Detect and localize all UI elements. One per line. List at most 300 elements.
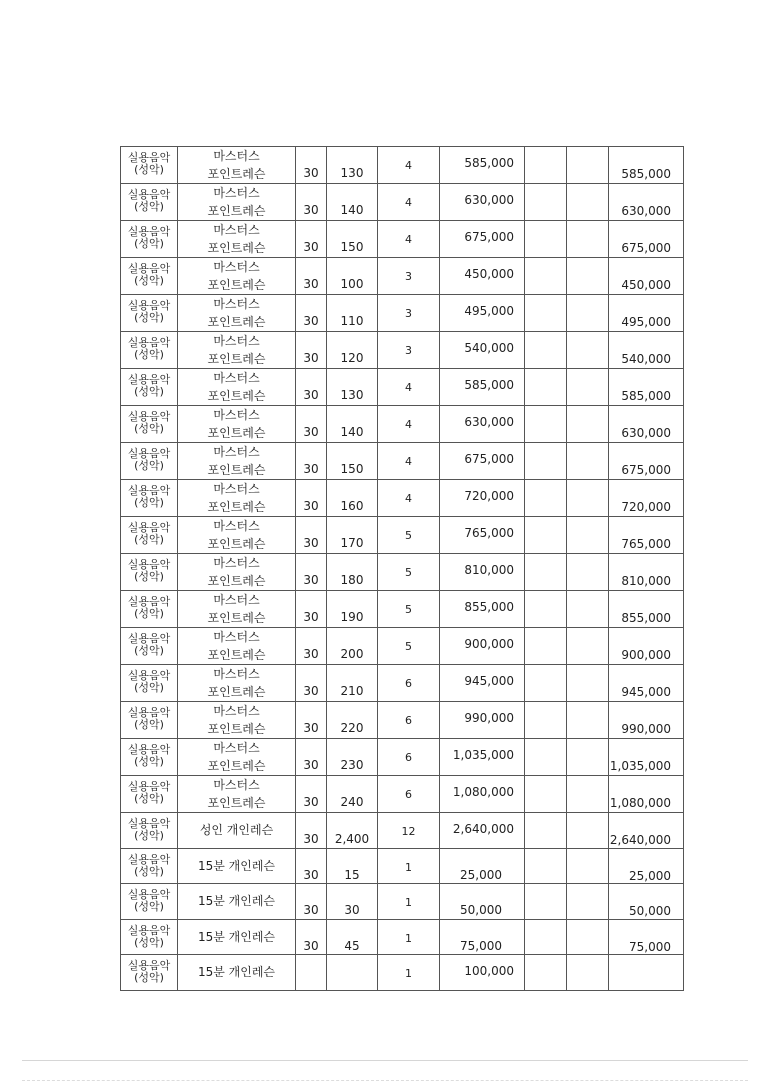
course-title-text: 포인트레슨 [207, 278, 266, 292]
minutes-value: 30 [303, 684, 319, 698]
blank-a-cell [525, 884, 567, 920]
blank-b-cell [567, 628, 609, 665]
course-title-cell [178, 480, 296, 517]
subject-cell [121, 884, 178, 920]
course-title-text: 마스터스 [213, 630, 260, 644]
duration-cell [327, 184, 378, 221]
price-cell [440, 443, 525, 480]
minutes-cell [296, 517, 327, 554]
blank-a-cell [525, 295, 567, 332]
price-cell [440, 665, 525, 702]
total-cell [609, 702, 684, 739]
course-title-text: 포인트레슨 [207, 315, 266, 329]
table-row [121, 184, 684, 221]
subject-text: 실용음악 [127, 410, 171, 423]
session-count-cell [378, 591, 440, 628]
subject-text: 실용음악 [127, 780, 171, 793]
session-count-value: 3 [405, 307, 412, 320]
minutes-cell [296, 776, 327, 813]
session-count-value: 4 [405, 196, 412, 209]
session-count-value: 4 [405, 233, 412, 246]
price-value: 450,000 [464, 267, 514, 281]
minutes-value: 30 [303, 166, 319, 180]
session-count-value: 5 [405, 640, 412, 653]
subject-cell [121, 406, 178, 443]
table-row [121, 591, 684, 628]
minutes-value: 30 [303, 277, 319, 291]
minutes-value: 30 [303, 388, 319, 402]
total-value: 495,000 [621, 315, 671, 329]
total-cell [609, 480, 684, 517]
session-count-cell [378, 628, 440, 665]
price-cell [440, 258, 525, 295]
minutes-value: 30 [303, 758, 319, 772]
duration-value: 220 [340, 721, 364, 735]
subject-text: 실용음악 [127, 595, 171, 608]
total-value: 1,080,000 [609, 796, 671, 810]
course-title-text: 포인트레슨 [207, 796, 266, 810]
total-value: 450,000 [621, 278, 671, 292]
subject-text: (성악) [134, 237, 164, 250]
session-count-cell [378, 884, 440, 920]
price-cell [440, 406, 525, 443]
price-cell [440, 332, 525, 369]
table-row [121, 406, 684, 443]
blank-b-cell [567, 517, 609, 554]
blank-a-cell [525, 955, 567, 991]
blank-a-cell [525, 848, 567, 884]
minutes-cell [296, 184, 327, 221]
duration-cell [327, 739, 378, 776]
total-value: 720,000 [621, 500, 671, 514]
blank-a-cell [525, 147, 567, 184]
subject-text: (성악) [134, 607, 164, 620]
total-cell [609, 813, 684, 849]
course-title-cell [178, 517, 296, 554]
minutes-value: 30 [303, 425, 319, 439]
minutes-cell [296, 554, 327, 591]
subject-text: (성악) [134, 900, 164, 914]
table-row [121, 702, 684, 739]
subject-cell [121, 369, 178, 406]
minutes-value: 30 [303, 647, 319, 661]
blank-a-cell [525, 221, 567, 258]
course-title-text: 포인트레슨 [207, 685, 266, 699]
blank-b-cell [567, 776, 609, 813]
price-value: 585,000 [464, 378, 514, 392]
duration-cell [327, 480, 378, 517]
subject-text: (성악) [134, 348, 164, 361]
subject-text: 실용음악 [127, 225, 171, 238]
price-value: 540,000 [464, 341, 514, 355]
total-value: 630,000 [621, 204, 671, 218]
duration-cell [327, 848, 378, 884]
minutes-value: 30 [303, 499, 319, 513]
session-count-value: 5 [405, 603, 412, 616]
table-row [121, 848, 684, 884]
session-count-cell [378, 221, 440, 258]
duration-value: 15 [344, 867, 360, 882]
total-value: 675,000 [621, 463, 671, 477]
subject-text: (성악) [134, 971, 164, 985]
price-cell [440, 813, 525, 849]
subject-text: 실용음악 [127, 706, 171, 719]
total-cell [609, 295, 684, 332]
course-title-text: 포인트레슨 [207, 204, 266, 218]
session-count-value: 6 [405, 714, 412, 727]
session-count-value: 1 [405, 967, 412, 981]
subject-text: 실용음악 [127, 262, 171, 275]
course-title-text: 15분 개인레슨 [197, 929, 276, 944]
subject-text: 실용음악 [127, 447, 171, 460]
course-title-text: 마스터스 [213, 223, 260, 237]
session-count-cell [378, 369, 440, 406]
price-value: 765,000 [464, 526, 514, 540]
table-row [121, 955, 684, 991]
duration-cell [327, 517, 378, 554]
total-value: 585,000 [621, 167, 671, 181]
total-cell [609, 919, 684, 955]
total-value: 900,000 [621, 648, 671, 662]
course-title-text: 마스터스 [213, 334, 260, 348]
total-value: 1,035,000 [609, 759, 671, 773]
course-title-text: 포인트레슨 [207, 352, 266, 366]
table-row [121, 295, 684, 332]
blank-b-cell [567, 184, 609, 221]
course-title-text: 포인트레슨 [207, 389, 266, 403]
session-count-value: 4 [405, 455, 412, 468]
subject-cell [121, 591, 178, 628]
subject-text: (성악) [134, 644, 164, 657]
course-title-text: 마스터스 [213, 297, 260, 311]
blank-a-cell [525, 702, 567, 739]
blank-b-cell [567, 369, 609, 406]
course-title-text: 포인트레슨 [207, 241, 266, 255]
subject-text: (성악) [134, 496, 164, 509]
subject-text: (성악) [134, 829, 164, 842]
total-value: 25,000 [629, 868, 671, 883]
table-row [121, 332, 684, 369]
subject-text: 실용음악 [127, 888, 171, 902]
course-title-text: 마스터스 [213, 741, 260, 755]
blank-a-cell [525, 665, 567, 702]
subject-cell [121, 739, 178, 776]
duration-value: 130 [340, 388, 364, 402]
duration-cell [327, 147, 378, 184]
session-count-cell [378, 443, 440, 480]
duration-cell [327, 813, 378, 849]
subject-text: 실용음악 [127, 852, 171, 866]
session-count-cell [378, 406, 440, 443]
session-count-value: 5 [405, 529, 412, 542]
minutes-value: 30 [303, 938, 319, 953]
duration-cell [327, 665, 378, 702]
blank-b-cell [567, 258, 609, 295]
subject-text: (성악) [134, 163, 164, 176]
minutes-cell [296, 848, 327, 884]
subject-text: 실용음악 [127, 188, 171, 201]
price-cell [440, 739, 525, 776]
subject-text: (성악) [134, 311, 164, 324]
total-cell [609, 591, 684, 628]
session-count-cell [378, 776, 440, 813]
course-title-cell [178, 955, 296, 991]
price-value: 675,000 [464, 452, 514, 466]
session-count-cell [378, 702, 440, 739]
table-row [121, 739, 684, 776]
minutes-value: 30 [303, 903, 319, 918]
subject-cell [121, 147, 178, 184]
course-title-text: 포인트레슨 [207, 611, 266, 625]
total-value: 540,000 [621, 352, 671, 366]
blank-b-cell [567, 147, 609, 184]
minutes-cell [296, 332, 327, 369]
duration-cell [327, 406, 378, 443]
subject-text: 실용음악 [127, 336, 171, 349]
course-title-cell [178, 591, 296, 628]
minutes-cell [296, 919, 327, 955]
blank-b-cell [567, 665, 609, 702]
session-count-value: 1 [405, 931, 412, 945]
subject-text: (성악) [134, 935, 164, 949]
price-value: 1,035,000 [452, 748, 514, 762]
minutes-cell [296, 406, 327, 443]
price-cell [440, 776, 525, 813]
blank-b-cell [567, 848, 609, 884]
total-cell [609, 221, 684, 258]
course-title-text: 포인트레슨 [207, 574, 266, 588]
price-value: 1,080,000 [452, 785, 514, 799]
subject-cell [121, 480, 178, 517]
blank-a-cell [525, 554, 567, 591]
subject-text: 실용음악 [127, 521, 171, 534]
course-title-text: 성인 개인레슨 [199, 823, 274, 837]
course-title-text: 포인트레슨 [207, 722, 266, 736]
session-count-cell [378, 258, 440, 295]
session-count-cell [378, 813, 440, 849]
price-value: 630,000 [464, 193, 514, 207]
price-value: 675,000 [464, 230, 514, 244]
course-title-cell [178, 665, 296, 702]
blank-a-cell [525, 332, 567, 369]
table-row [121, 443, 684, 480]
table-row [121, 628, 684, 665]
total-value: 810,000 [621, 574, 671, 588]
session-count-value: 4 [405, 159, 412, 172]
price-cell [440, 480, 525, 517]
total-value: 2,640,000 [609, 833, 671, 847]
price-cell [440, 628, 525, 665]
total-cell [609, 147, 684, 184]
session-count-value: 4 [405, 381, 412, 394]
course-title-text: 15분 개인레슨 [197, 858, 276, 873]
course-title-text: 포인트레슨 [207, 167, 266, 181]
session-count-value: 3 [405, 270, 412, 283]
blank-b-cell [567, 919, 609, 955]
blank-a-cell [525, 591, 567, 628]
minutes-cell [296, 884, 327, 920]
total-value: 585,000 [621, 389, 671, 403]
subject-cell [121, 332, 178, 369]
duration-value: 180 [340, 573, 364, 587]
minutes-cell [296, 295, 327, 332]
duration-value: 210 [340, 684, 364, 698]
minutes-cell [296, 813, 327, 849]
subject-text: (성악) [134, 755, 164, 768]
price-value: 585,000 [464, 156, 514, 170]
table-row [121, 919, 684, 955]
price-cell [440, 369, 525, 406]
course-title-text: 포인트레슨 [207, 648, 266, 662]
duration-value: 240 [340, 795, 364, 809]
course-title-text: 마스터스 [213, 408, 260, 422]
subject-text: 실용음악 [127, 817, 171, 830]
table-row [121, 554, 684, 591]
duration-value: 140 [340, 425, 364, 439]
total-cell [609, 332, 684, 369]
price-cell [440, 221, 525, 258]
blank-a-cell [525, 517, 567, 554]
blank-b-cell [567, 443, 609, 480]
total-cell [609, 406, 684, 443]
duration-cell [327, 919, 378, 955]
blank-b-cell [567, 739, 609, 776]
session-count-value: 3 [405, 344, 412, 357]
subject-cell [121, 628, 178, 665]
total-cell [609, 665, 684, 702]
table-row [121, 369, 684, 406]
footer-divider-dashed [22, 1080, 748, 1081]
duration-cell [327, 702, 378, 739]
total-value: 630,000 [621, 426, 671, 440]
subject-cell [121, 554, 178, 591]
session-count-cell [378, 919, 440, 955]
minutes-cell [296, 702, 327, 739]
duration-cell [327, 776, 378, 813]
price-cell [440, 554, 525, 591]
subject-text: 실용음악 [127, 632, 171, 645]
course-title-text: 마스터스 [213, 593, 260, 607]
minutes-cell [296, 739, 327, 776]
duration-cell [327, 221, 378, 258]
total-value [609, 955, 683, 975]
subject-cell [121, 813, 178, 849]
duration-value: 230 [340, 758, 364, 772]
session-count-cell [378, 955, 440, 991]
total-cell [609, 369, 684, 406]
course-title-text: 포인트레슨 [207, 759, 266, 773]
price-value: 855,000 [464, 600, 514, 614]
price-cell [440, 295, 525, 332]
minutes-cell [296, 443, 327, 480]
blank-a-cell [525, 406, 567, 443]
blank-a-cell [525, 369, 567, 406]
duration-cell [327, 554, 378, 591]
session-count-cell [378, 517, 440, 554]
duration-cell [327, 332, 378, 369]
price-value: 810,000 [464, 563, 514, 577]
duration-cell [327, 884, 378, 920]
session-count-cell [378, 147, 440, 184]
course-title-cell [178, 702, 296, 739]
price-value: 900,000 [464, 637, 514, 651]
minutes-cell [296, 628, 327, 665]
blank-b-cell [567, 702, 609, 739]
price-value: 495,000 [464, 304, 514, 318]
minutes-value: 30 [303, 203, 319, 217]
price-value: 2,640,000 [452, 822, 514, 836]
total-cell [609, 884, 684, 920]
duration-cell [327, 295, 378, 332]
subject-text: (성악) [134, 570, 164, 583]
subject-text: (성악) [134, 459, 164, 472]
minutes-value: 30 [303, 462, 319, 476]
price-value: 945,000 [464, 674, 514, 688]
minutes-value: 30 [303, 721, 319, 735]
price-value: 630,000 [464, 415, 514, 429]
session-count-cell [378, 332, 440, 369]
course-title-cell [178, 813, 296, 849]
subject-text: (성악) [134, 681, 164, 694]
minutes-value: 30 [303, 314, 319, 328]
minutes-cell [296, 955, 327, 991]
course-title-text: 마스터스 [213, 556, 260, 570]
course-title-cell [178, 184, 296, 221]
subject-text: 실용음악 [127, 373, 171, 386]
blank-a-cell [525, 258, 567, 295]
duration-value: 100 [340, 277, 364, 291]
course-title-text: 마스터스 [213, 445, 260, 459]
total-value: 990,000 [621, 722, 671, 736]
course-title-text: 마스터스 [213, 482, 260, 496]
subject-cell [121, 258, 178, 295]
session-count-value: 6 [405, 677, 412, 690]
blank-b-cell [567, 295, 609, 332]
minutes-value: 30 [303, 832, 319, 846]
duration-value: 170 [340, 536, 364, 550]
course-title-cell [178, 369, 296, 406]
minutes-value: 30 [303, 536, 319, 550]
total-value: 50,000 [629, 904, 671, 919]
duration-value: 190 [340, 610, 364, 624]
session-count-value: 6 [405, 751, 412, 764]
blank-b-cell [567, 591, 609, 628]
price-cell [440, 884, 525, 920]
minutes-value: 30 [303, 610, 319, 624]
blank-a-cell [525, 813, 567, 849]
duration-value: 150 [340, 240, 364, 254]
table-row [121, 776, 684, 813]
subject-cell [121, 955, 178, 991]
subject-text: (성악) [134, 864, 164, 878]
table-row [121, 258, 684, 295]
price-value: 720,000 [464, 489, 514, 503]
total-cell [609, 955, 684, 991]
minutes-value: 30 [303, 240, 319, 254]
price-cell [440, 591, 525, 628]
total-value: 765,000 [621, 537, 671, 551]
course-title-text: 15분 개인레슨 [197, 965, 276, 980]
subject-text: 실용음악 [127, 923, 171, 937]
course-title-text: 포인트레슨 [207, 500, 266, 514]
course-title-cell [178, 443, 296, 480]
price-value: 25,000 [460, 867, 502, 882]
subject-text: 실용음악 [127, 743, 171, 756]
session-count-cell [378, 554, 440, 591]
course-title-cell [178, 628, 296, 665]
subject-cell [121, 221, 178, 258]
subject-text: 실용음악 [127, 959, 171, 973]
